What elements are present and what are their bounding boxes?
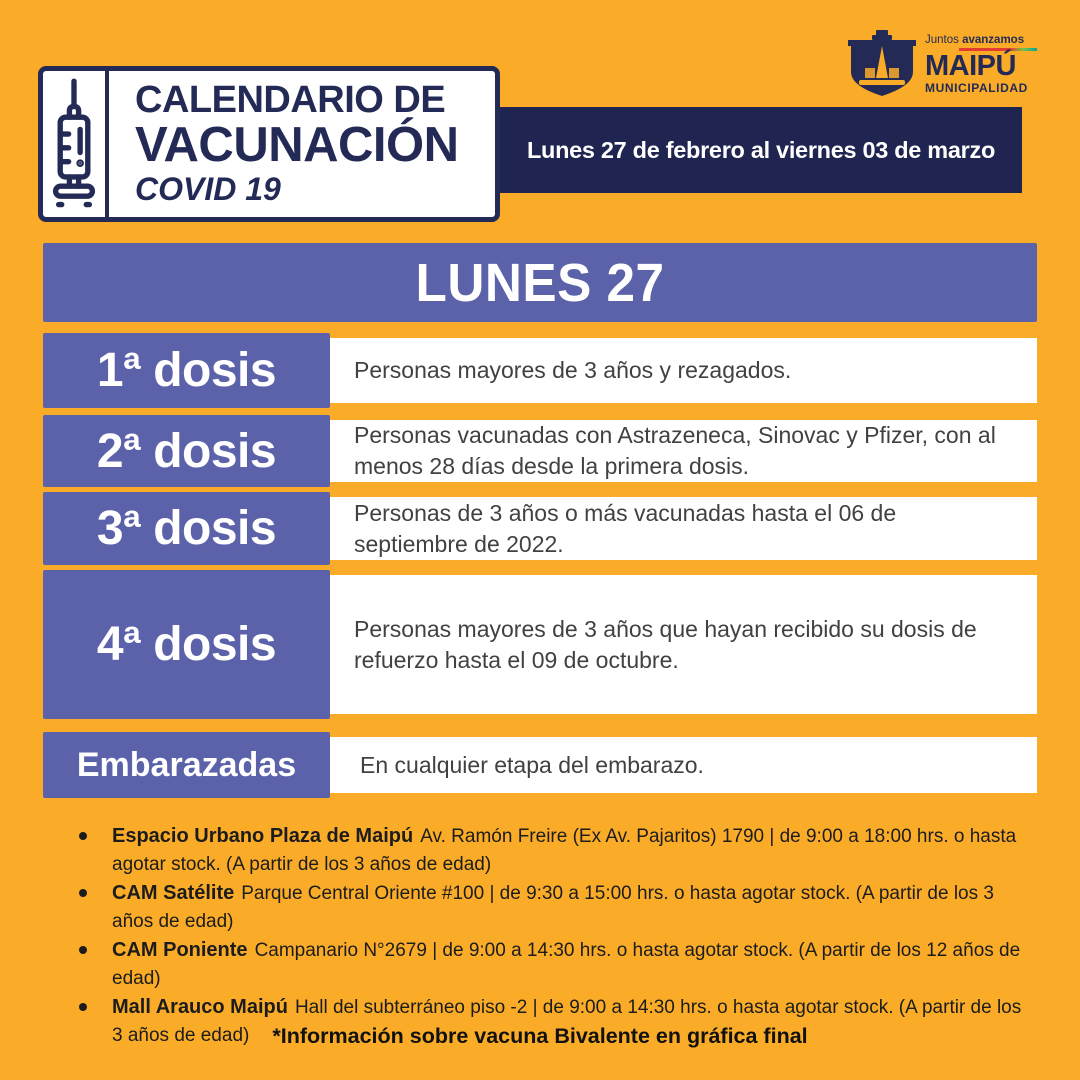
dose-label-4 xyxy=(43,570,330,719)
dose-description-text: Personas mayores de 3 años que hayan recibido su dosis de refuerzo hasta el 09 de octubre. xyxy=(354,615,977,673)
location-name: CAM Satélite xyxy=(112,882,235,904)
location-name: Mall Arauco Maipú xyxy=(112,996,288,1018)
dose-label-text: 4ª dosis xyxy=(96,618,277,671)
dose-label-text: Embarazadas xyxy=(76,745,297,784)
dose-description-2 xyxy=(330,420,1037,482)
dose-description-text: Personas de 3 años o más vacunadas hasta el 06 de septiembre de 2022. xyxy=(354,499,897,557)
location-details: Hall del subterráneo piso -2 | de 9:00 a 14:30 hrs. o hasta agotar stock. (A partir de los 3 años de edad) xyxy=(112,997,1022,1046)
dose-description-4 xyxy=(330,575,1037,714)
brand-name: MAIPÚ xyxy=(925,50,1016,82)
title-box xyxy=(38,66,500,222)
brand-subtitle: MUNICIPALIDAD xyxy=(925,81,1028,95)
dose-label-3 xyxy=(43,492,330,565)
dose-description-text: En cualquier etapa del embarazo. xyxy=(360,751,704,778)
crest-icon xyxy=(845,30,919,100)
title-text xyxy=(109,71,495,217)
municipality-logo xyxy=(845,30,1037,100)
schedule-row-3 xyxy=(43,492,1037,565)
dose-label-1 xyxy=(43,333,330,408)
day-header-text: LUNES 27 xyxy=(415,252,665,313)
schedule-section xyxy=(43,243,1037,798)
date-range-text: Lunes 27 de febrero al viernes 03 de marzo xyxy=(526,136,996,163)
logo-tagline xyxy=(925,34,1037,51)
dose-description-3 xyxy=(330,497,1037,560)
title-line-2: VACUNACIÓN xyxy=(135,118,459,172)
dose-label-2 xyxy=(43,415,330,487)
dose-description-1 xyxy=(330,338,1037,403)
location-item-3 xyxy=(78,936,1036,993)
dose-label-5 xyxy=(43,732,330,798)
location-item-1 xyxy=(78,822,1036,879)
locations-list xyxy=(78,822,1036,1050)
location-details: Campanario N°2679 | de 9:00 a 14:30 hrs. o hasta agotar stock. (A partir de los 12 años de edad) xyxy=(112,940,1021,989)
day-header xyxy=(43,243,1037,322)
location-name: Espacio Urbano Plaza de Maipú xyxy=(112,825,414,847)
dose-label-text: 2ª dosis xyxy=(96,424,277,478)
footer-note: *Información sobre vacuna Bivalente en gráfica final xyxy=(272,1024,808,1048)
logo-text xyxy=(925,30,1037,95)
title-icon-compartment xyxy=(43,71,109,217)
syringe-icon xyxy=(51,77,97,211)
schedule-row-2 xyxy=(43,415,1037,487)
dose-description-5 xyxy=(330,737,1037,793)
dose-description-text: Personas mayores de 3 años y rezagados. xyxy=(354,357,792,383)
title-line-1: CALENDARIO DE xyxy=(135,79,446,121)
schedule-row-4 xyxy=(43,570,1037,719)
tagline-bold: avanzamos xyxy=(962,34,1025,46)
date-range-banner xyxy=(500,107,1022,193)
location-details: Av. Ramón Freire (Ex Av. Pajaritos) 1790 | de 9:00 a 18:00 hrs. o hasta agotar stock. (A partir de los 3 años de edad) xyxy=(112,826,1017,875)
title-line-3: COVID 19 xyxy=(135,171,281,207)
tagline-regular: Juntos xyxy=(925,34,959,46)
dose-label-text: 1ª dosis xyxy=(96,344,277,397)
schedule-row-1 xyxy=(43,333,1037,408)
location-name: CAM Poniente xyxy=(112,939,248,961)
dose-label-text: 3ª dosis xyxy=(96,502,277,555)
location-item-2 xyxy=(78,879,1036,936)
location-details: Parque Central Oriente #100 | de 9:30 a 15:00 hrs. o hasta agotar stock. (A partir de los 3 años de edad) xyxy=(112,883,994,932)
schedule-row-5 xyxy=(43,732,1037,798)
dose-description-text: Personas vacunadas con Astrazeneca, Sinovac y Pfizer, con al menos 28 días desde la primera dosis. xyxy=(354,422,996,479)
